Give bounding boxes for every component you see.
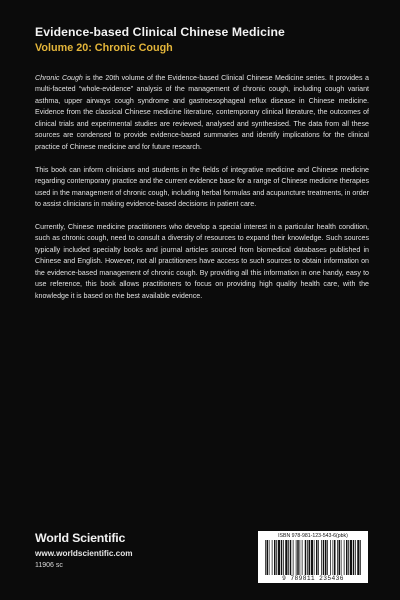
barcode-bar — [316, 540, 318, 575]
barcode-bar — [355, 540, 356, 575]
barcode-bar — [309, 540, 311, 575]
isbn-label: ISBN 978-981-123-543-6(pbk) — [278, 533, 348, 539]
barcode-bar — [321, 540, 322, 575]
barcode-bar — [283, 540, 284, 575]
barcode-bar — [346, 540, 348, 575]
barcode-bars — [262, 540, 364, 575]
barcode-bar — [288, 540, 289, 575]
barcode-bar — [297, 540, 299, 575]
barcode-bar — [318, 540, 319, 575]
barcode-bar — [305, 540, 307, 575]
barcode-bar — [344, 540, 345, 575]
series-title: Evidence-based Clinical Chinese Medicine — [35, 25, 285, 39]
paragraph-1 — [35, 73, 369, 153]
barcode-bar — [333, 540, 334, 575]
barcode-bar — [348, 540, 349, 575]
barcode-number: 9 789811 235436 — [282, 575, 344, 582]
barcode-bar — [272, 540, 273, 575]
paragraph-2: This book can inform clinicians and students in the fields of integrative medicine and Chinese medicine regarding contemporary practice and the current evidence base for a range of Chinese medicine therapies used in the management of chronic cough, including herbal formulas and acupuncture treatments, in order to assist clinicians in making evidence-based decisions in patient care. — [35, 165, 369, 208]
barcode-bar — [281, 540, 283, 575]
barcode-bar — [276, 540, 277, 575]
barcode-bar — [353, 540, 355, 575]
barcode-bar — [350, 540, 352, 575]
barcode-bar — [334, 540, 336, 575]
volume-title: Volume 20: Chronic Cough — [35, 42, 173, 54]
barcode-bar — [267, 540, 269, 575]
barcode-bar — [360, 540, 361, 575]
barcode-bar — [269, 540, 270, 575]
barcode-bar — [278, 540, 280, 575]
barcode-bar — [341, 540, 342, 575]
book-title-emphasis: Chronic Cough — [35, 74, 83, 82]
blurb-text — [35, 73, 369, 313]
barcode-bar — [300, 540, 301, 575]
barcode-bar — [327, 540, 328, 575]
paragraph-3: Currently, Chinese medicine practitioners who develop a special interest in a particular health condition, such as chronic cough, need to consult a diversity of resources to expand their knowledge. Such sources typically included specialty books and journal articles sourced from biomedical databases published in Chinese and English. However, not all practitioners have access to such sources to obtain information on the evidence-based management of chronic cough. By providing all this information in one handy, easy to use reference, this book allows practitioners to focus on providing high quality health care, with the knowledge it is based on the best available evidence. — [35, 222, 369, 300]
barcode-bar — [314, 540, 315, 575]
barcode-bar — [307, 540, 308, 575]
barcode-bar — [290, 540, 292, 575]
catalog-code: 11906 sc — [35, 562, 63, 569]
barcode-bar — [296, 540, 297, 575]
publisher-name: World Scientific — [35, 531, 126, 545]
publisher-website: www.worldscientific.com — [35, 549, 133, 558]
barcode-bar — [323, 540, 325, 575]
barcode-bar — [311, 540, 313, 575]
isbn-barcode — [258, 531, 368, 583]
paragraph-1-text: is the 20th volume of the Evidence-based Clinical Chinese Medicine series. It provides a multi-faceted “whole-evidence” analysis of the management of chronic cough, including cough variant asthma, upper airways cough syndrome and gastroesophageal reflux disease in Chinese medicine. Evidence from the classical Chinese medicine literature, contemporary clinical literature, the outcomes of clinical trials and experimental studies are reviewed, analysed and synthesised. The data from all these sources are condensed to provide evidence-based summaries and identify implications for the clinical practice of Chinese medicine and for future research. — [35, 74, 369, 151]
barcode-bar — [302, 540, 303, 575]
barcode-bar — [265, 540, 266, 575]
barcode-bar — [274, 540, 276, 575]
barcode-bar — [337, 540, 338, 575]
barcode-bar — [330, 540, 331, 575]
barcode-bar — [357, 540, 359, 575]
barcode-bar — [293, 540, 294, 575]
barcode-bar — [285, 540, 287, 575]
barcode-bar — [325, 540, 327, 575]
barcode-bar — [339, 540, 341, 575]
